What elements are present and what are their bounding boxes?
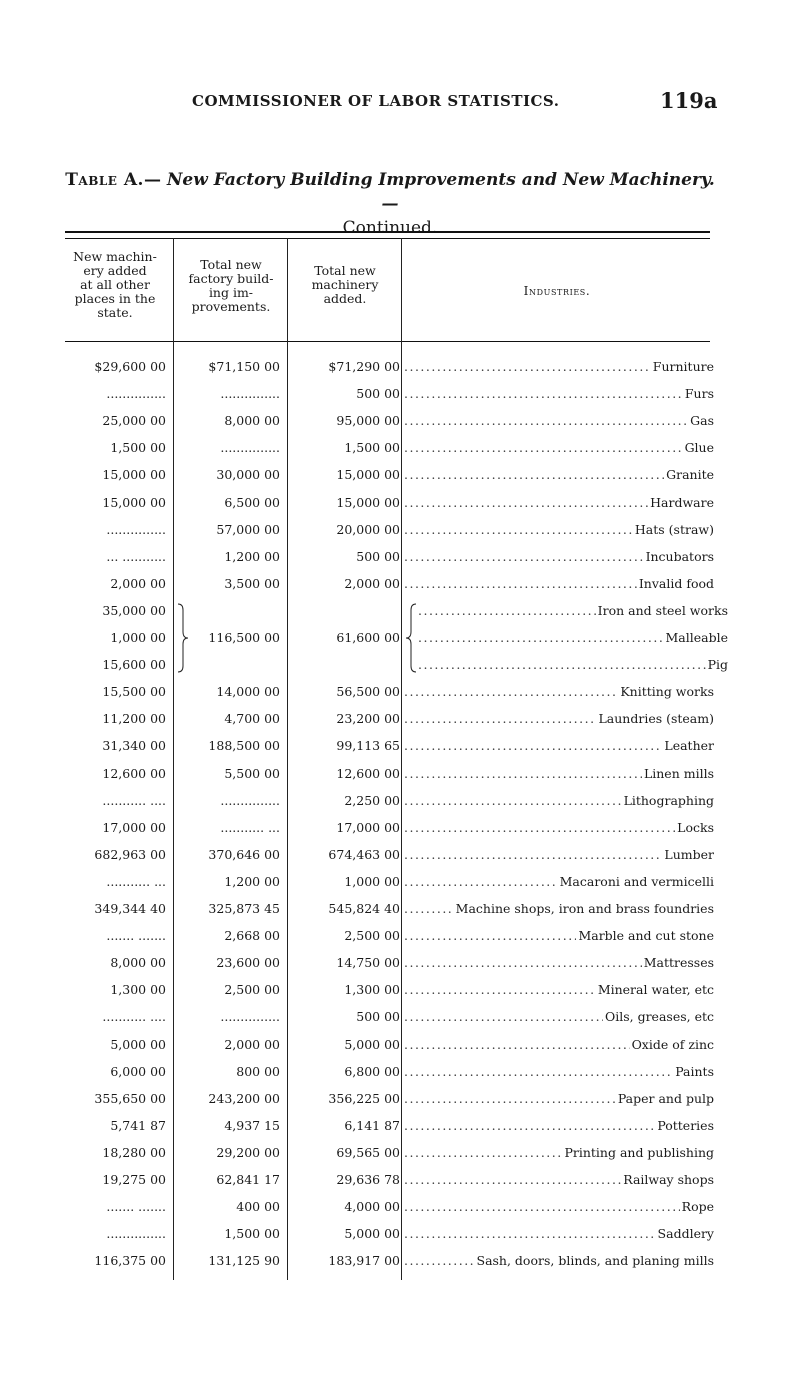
cell-c1: ............... — [106, 521, 166, 537]
col1-line: New machin- — [73, 249, 157, 264]
table-row — [0, 1064, 789, 1091]
cell-c3: 17,000 00 — [336, 819, 400, 835]
cell-c2: 23,600 00 — [216, 955, 280, 971]
cell-c1: 15,000 00 — [102, 467, 166, 483]
leader-dots — [404, 549, 644, 564]
table-row — [0, 1145, 789, 1172]
industry-name: Knitting works — [620, 684, 714, 700]
table-row — [0, 955, 789, 982]
col2-line: provements. — [191, 299, 271, 314]
table-row — [0, 549, 789, 576]
col3-line: added. — [323, 291, 367, 306]
table-row — [0, 440, 789, 467]
cell-c1: ........... .... — [102, 1009, 166, 1025]
cell-industry — [404, 1226, 714, 1241]
table-row — [0, 1172, 789, 1199]
col2-line: factory build- — [188, 271, 274, 286]
table-label: Table A.— — [65, 170, 162, 190]
cell-industry — [404, 1253, 714, 1268]
cell-c2: 1,500 00 — [224, 1226, 280, 1242]
cell-c3: 2,500 00 — [344, 928, 400, 944]
cell-industry — [404, 766, 714, 781]
industry-name: Potteries — [657, 1117, 714, 1133]
leader-dots — [404, 413, 688, 428]
cell-industry — [404, 1009, 714, 1024]
industry-name: Glue — [684, 440, 714, 456]
cell-c1: 116,375 00 — [94, 1253, 166, 1269]
column-header-industries: Industries. — [523, 284, 591, 298]
cell-c2: ............... — [220, 386, 280, 402]
table-row — [0, 982, 789, 1009]
cell-c1: ....... ....... — [106, 1199, 166, 1215]
cell-c3: 12,600 00 — [336, 765, 400, 781]
cell-industry — [404, 847, 714, 862]
industry-name: Oxide of zinc — [631, 1036, 714, 1052]
industry-name: Granite — [666, 467, 714, 483]
left-brace-icon — [176, 602, 190, 674]
table-row — [0, 847, 789, 874]
leader-dots — [404, 901, 454, 916]
cell-industry — [404, 738, 714, 753]
leader-dots — [404, 440, 683, 455]
leader-dots — [404, 359, 651, 374]
leader-dots — [418, 657, 706, 672]
cell-c2: 29,200 00 — [216, 1144, 280, 1160]
table-row — [0, 386, 789, 413]
table-row — [0, 359, 789, 386]
cell-industry — [404, 1037, 714, 1052]
leader-dots — [404, 1118, 655, 1133]
cell-c3: 5,000 00 — [344, 1036, 400, 1052]
cell-industry — [404, 359, 714, 374]
cell-industry — [404, 955, 714, 970]
page-number: 119a — [660, 88, 718, 113]
cell-c1: 35,000 00 — [102, 602, 166, 618]
column-header-building-improvements — [176, 258, 286, 314]
col3-line: machinery — [311, 277, 379, 292]
industry-name: Locks — [677, 819, 714, 835]
table-row — [0, 901, 789, 928]
table-row — [0, 522, 789, 549]
cell-c2: 5,500 00 — [224, 765, 280, 781]
table-row — [0, 793, 789, 820]
cell-c3: 500 00 — [356, 548, 400, 564]
table-row — [0, 1226, 789, 1253]
column-header-other-places — [62, 250, 168, 320]
cell-industry — [404, 630, 728, 645]
cell-c1: 19,275 00 — [102, 1172, 166, 1187]
cell-industry — [404, 522, 714, 537]
cell-c1: 18,280 00 — [102, 1144, 166, 1160]
leader-dots — [404, 847, 662, 862]
cell-c2: ............... — [220, 792, 280, 808]
table-row — [0, 820, 789, 847]
industry-name: Rope — [681, 1199, 714, 1215]
leader-dots — [404, 1091, 616, 1106]
leader-dots — [404, 1009, 603, 1024]
leader-dots — [404, 1253, 475, 1268]
cell-c2: 1,200 00 — [224, 548, 280, 564]
industry-name: Pig — [707, 657, 728, 673]
industry-name: Paper and pulp — [617, 1090, 714, 1106]
leader-dots — [404, 522, 633, 537]
cell-industry — [404, 549, 714, 564]
cell-c1: 15,000 00 — [102, 494, 166, 510]
cell-c2: 2,668 00 — [224, 928, 280, 944]
industry-name: Linen mills — [643, 765, 714, 781]
cell-c3: 2,000 00 — [344, 575, 400, 591]
table-title-text: New Factory Building Improvements and New Machinery.— — [166, 170, 715, 214]
table-row — [0, 1091, 789, 1118]
cell-c3: 29,636 78 — [336, 1172, 400, 1187]
cell-c2: 6,500 00 — [224, 494, 280, 510]
industry-name: Lithographing — [623, 792, 714, 808]
cell-c3: 1,500 00 — [344, 440, 400, 456]
table-top-rule — [65, 231, 710, 233]
table-row — [0, 657, 789, 684]
leader-dots — [404, 495, 648, 510]
leader-dots — [404, 1226, 656, 1241]
leader-dots — [404, 982, 596, 997]
cell-industry — [404, 413, 714, 428]
table-row — [0, 603, 789, 630]
industry-name: Mattresses — [643, 955, 714, 971]
cell-industry — [404, 386, 714, 401]
cell-c2: $71,150 00 — [208, 359, 280, 374]
industry-name: Furniture — [652, 359, 714, 374]
cell-c1: 8,000 00 — [110, 955, 166, 971]
cell-c1: ............... — [106, 1226, 166, 1242]
cell-c2: 57,000 00 — [216, 521, 280, 537]
cell-industry — [404, 657, 728, 672]
table-row — [0, 874, 789, 901]
industry-name: Printing and publishing — [564, 1144, 714, 1160]
cell-c3: 15,000 00 — [336, 494, 400, 510]
cell-c2: 4,937 15 — [224, 1117, 280, 1133]
cell-c2: 62,841 17 — [216, 1172, 280, 1187]
col2-line: ing im- — [208, 285, 254, 300]
leader-dots — [404, 1145, 562, 1160]
table-row — [0, 576, 789, 603]
column-header-machinery — [290, 264, 400, 306]
cell-c3: 1,300 00 — [344, 982, 400, 998]
table-top-rule-thin — [65, 238, 710, 239]
cell-c2: 800 00 — [236, 1063, 280, 1079]
cell-c3: 500 00 — [356, 386, 400, 402]
cell-c1: 682,963 00 — [94, 846, 166, 862]
cell-industry — [404, 1199, 714, 1214]
leader-dots — [418, 630, 664, 645]
cell-c2: ........... ... — [220, 819, 280, 835]
cell-c1: ............... — [106, 386, 166, 402]
cell-industry — [404, 440, 714, 455]
industry-name: Saddlery — [657, 1226, 714, 1242]
cell-c3: 20,000 00 — [336, 521, 400, 537]
col1-line: state. — [97, 305, 133, 320]
cell-c1: 1,300 00 — [110, 982, 166, 998]
cell-industry — [404, 495, 714, 510]
cell-industry — [404, 1118, 714, 1133]
cell-c2: 3,500 00 — [224, 575, 280, 591]
industry-name: Mineral water, etc — [597, 982, 714, 998]
cell-c1: ... ........... — [106, 548, 166, 564]
leader-dots — [404, 576, 637, 591]
col3-line: Total new — [314, 263, 376, 278]
cell-c3: 1,000 00 — [344, 873, 400, 889]
leader-dots — [404, 386, 683, 401]
industry-name: Railway shops — [623, 1172, 714, 1187]
leader-dots — [404, 1199, 680, 1214]
col1-line: places in the — [74, 291, 156, 306]
industry-name: Incubators — [645, 548, 714, 564]
industry-name: Lumber — [664, 846, 714, 862]
cell-c2: 325,873 45 — [208, 901, 280, 916]
cell-industry — [404, 982, 714, 997]
cell-c3: 61,600 00 — [336, 630, 400, 645]
cell-c3: 545,824 40 — [328, 901, 400, 916]
col1-line: at all other — [80, 277, 150, 292]
cell-c2: 188,500 00 — [208, 738, 280, 754]
cell-c2: 30,000 00 — [216, 467, 280, 483]
cell-c1: 15,600 00 — [102, 657, 166, 673]
table-continued: Continued. — [342, 218, 438, 238]
table-row — [0, 1199, 789, 1226]
cell-c3: 56,500 00 — [336, 684, 400, 700]
leader-dots — [404, 874, 558, 889]
cell-c3: 2,250 00 — [344, 792, 400, 808]
cell-industry — [404, 901, 714, 916]
leader-dots — [404, 793, 622, 808]
leader-dots — [404, 1064, 673, 1079]
leader-dots — [404, 955, 642, 970]
col1-line: ery added — [83, 263, 147, 278]
cell-c1: 1,500 00 — [110, 440, 166, 456]
cell-c3: 15,000 00 — [336, 467, 400, 483]
cell-c1: ........... ... — [106, 873, 166, 889]
cell-c1: $29,600 00 — [94, 359, 166, 374]
cell-c2: 4,700 00 — [224, 711, 280, 727]
cell-c2: 2,500 00 — [224, 982, 280, 998]
cell-c3: 6,800 00 — [344, 1063, 400, 1079]
cell-c1: 349,344 40 — [94, 901, 166, 916]
cell-c2: 14,000 00 — [216, 684, 280, 700]
cell-c2: 131,125 90 — [208, 1253, 280, 1269]
cell-industry — [404, 467, 714, 482]
industry-name: Hardware — [650, 494, 714, 510]
cell-c2: ............... — [220, 1009, 280, 1025]
industry-name: Leather — [664, 738, 714, 754]
cell-c1: 11,200 00 — [102, 711, 166, 727]
table-row — [0, 1037, 789, 1064]
leader-dots — [404, 1172, 621, 1187]
running-head: COMMISSIONER OF LABOR STATISTICS. — [192, 92, 560, 110]
industry-name: Invalid food — [638, 575, 714, 591]
cell-industry — [404, 874, 714, 889]
cell-c1: 15,500 00 — [102, 684, 166, 700]
cell-c3: 6,141 87 — [344, 1117, 400, 1133]
cell-industry — [404, 928, 714, 943]
table-row — [0, 684, 789, 711]
cell-c1: 31,340 00 — [102, 738, 166, 754]
page-header — [0, 88, 789, 122]
cell-industry — [404, 711, 714, 726]
cell-c2: 243,200 00 — [208, 1090, 280, 1106]
cell-c3: 500 00 — [356, 1009, 400, 1025]
cell-industry — [404, 1091, 714, 1106]
col2-line: Total new — [200, 257, 262, 272]
cell-c3: 95,000 00 — [336, 413, 400, 429]
leader-dots — [404, 738, 662, 753]
cell-c1: 12,600 00 — [102, 765, 166, 781]
cell-c3: $71,290 00 — [328, 359, 400, 374]
table-row — [0, 766, 789, 793]
cell-industry — [404, 684, 714, 699]
table-row — [0, 711, 789, 738]
industry-name: Marble and cut stone — [578, 928, 714, 944]
leader-dots — [418, 603, 596, 618]
cell-c1: ........... .... — [102, 792, 166, 808]
leader-dots — [404, 711, 596, 726]
cell-c3: 99,113 65 — [336, 738, 400, 754]
cell-c1: 2,000 00 — [110, 575, 166, 591]
cell-c1: 5,000 00 — [110, 1036, 166, 1052]
cell-industry — [404, 820, 714, 835]
industry-name: Sash, doors, blinds, and planing mills — [476, 1253, 714, 1269]
table-row — [0, 738, 789, 765]
leader-dots — [404, 766, 642, 781]
table-row — [0, 1253, 789, 1280]
cell-c2: ............... — [220, 440, 280, 456]
table-row — [0, 928, 789, 955]
cell-c2: 370,646 00 — [208, 846, 280, 862]
cell-c3: 14,750 00 — [336, 955, 400, 971]
industry-name: Paints — [675, 1063, 714, 1079]
right-brace-icon — [404, 602, 418, 674]
cell-industry — [404, 1064, 714, 1079]
cell-c1: 17,000 00 — [102, 819, 166, 835]
table-title — [60, 168, 720, 240]
cell-c1: ....... ....... — [106, 928, 166, 944]
cell-c3: 5,000 00 — [344, 1226, 400, 1242]
cell-industry — [404, 576, 714, 591]
leader-dots — [404, 684, 618, 699]
leader-dots — [404, 467, 664, 482]
industry-name: Laundries (steam) — [598, 711, 714, 727]
table-row — [0, 467, 789, 494]
cell-c2: 2,000 00 — [224, 1036, 280, 1052]
cell-c2: 8,000 00 — [224, 413, 280, 429]
industry-name: Machine shops, iron and brass foundries — [455, 901, 714, 916]
cell-c3: 69,565 00 — [336, 1144, 400, 1160]
leader-dots — [404, 820, 675, 835]
cell-c3: 23,200 00 — [336, 711, 400, 727]
cell-c1: 5,741 87 — [110, 1117, 166, 1133]
table-row — [0, 413, 789, 440]
cell-c3: 183,917 00 — [328, 1253, 400, 1269]
leader-dots — [404, 1037, 630, 1052]
industry-name: Oils, greases, etc — [604, 1009, 714, 1025]
table-row — [0, 1118, 789, 1145]
industry-name: Hats (straw) — [634, 521, 714, 537]
cell-c2: 400 00 — [236, 1199, 280, 1215]
industry-name: Macaroni and vermicelli — [559, 873, 714, 889]
table-row — [0, 495, 789, 522]
cell-industry — [404, 1172, 714, 1187]
cell-c2: 116,500 00 — [208, 630, 280, 645]
cell-c2: 1,200 00 — [224, 873, 280, 889]
cell-industry — [404, 603, 728, 618]
table-row — [0, 1009, 789, 1036]
cell-industry — [404, 793, 714, 808]
industry-name: Furs — [684, 386, 714, 402]
cell-c3: 356,225 00 — [328, 1090, 400, 1106]
cell-c3: 4,000 00 — [344, 1199, 400, 1215]
cell-c1: 355,650 00 — [94, 1090, 166, 1106]
industry-name: Gas — [690, 413, 714, 429]
cell-c3: 674,463 00 — [328, 846, 400, 862]
cell-c1: 1,000 00 — [110, 630, 166, 645]
industry-name: Malleable — [665, 630, 728, 645]
cell-industry — [404, 1145, 714, 1160]
cell-c1: 6,000 00 — [110, 1063, 166, 1079]
industry-name: Iron and steel works — [597, 602, 728, 618]
table-row — [0, 630, 789, 657]
leader-dots — [404, 928, 576, 943]
cell-c1: 25,000 00 — [102, 413, 166, 429]
header-bottom-rule — [65, 341, 710, 342]
